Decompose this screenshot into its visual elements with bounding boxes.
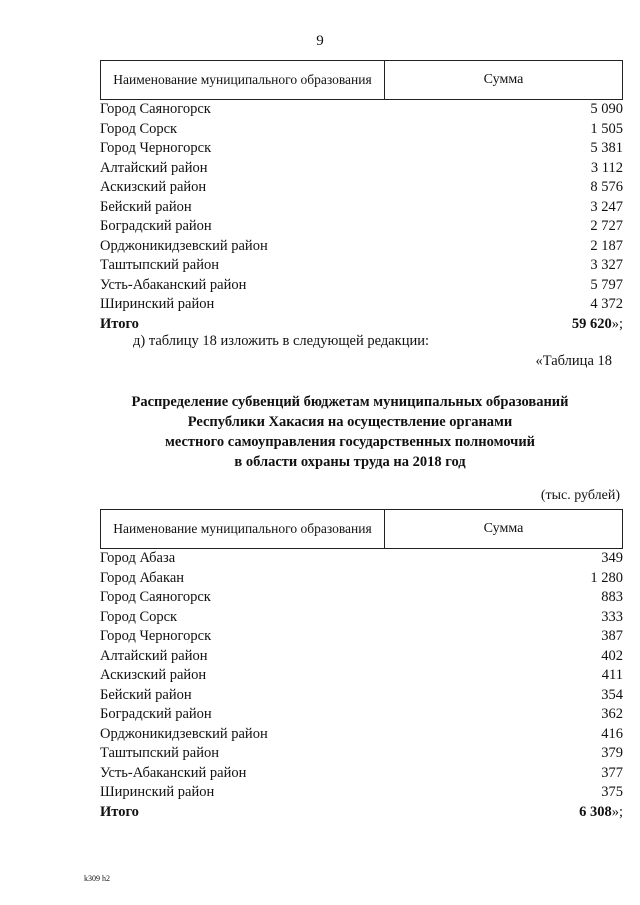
subvention-table-1 xyxy=(100,60,623,334)
amount-value: 5 797 xyxy=(590,276,623,293)
municipality-name: Орджоникидзевский район xyxy=(100,725,268,742)
title-line: местного самоуправления государственных полномочий xyxy=(164,434,536,450)
amount-value: 375 xyxy=(601,784,623,800)
table-body xyxy=(100,100,623,315)
table-row xyxy=(100,647,623,667)
table-row xyxy=(100,764,623,784)
subvention-table-2 xyxy=(100,509,623,822)
table-row xyxy=(100,588,623,608)
units-label: (тыс. рублей) xyxy=(540,488,620,503)
municipality-name: Усть-Абаканский район xyxy=(100,276,247,293)
table-header xyxy=(100,60,623,100)
header-sum: Сумма xyxy=(483,72,524,87)
municipality-name: Алтайский район xyxy=(100,159,208,176)
table-row xyxy=(100,569,623,589)
municipality-name: Город Саяногорск xyxy=(100,589,211,605)
table-row xyxy=(100,237,623,257)
table-row xyxy=(100,608,623,628)
table-body xyxy=(100,549,623,803)
amount-value: 1 505 xyxy=(590,120,623,137)
municipality-name: Бейский район xyxy=(100,198,192,215)
municipality-name: Орджоникидзевский район xyxy=(100,237,268,254)
table-row xyxy=(100,725,623,745)
table-header xyxy=(100,509,623,549)
table-row xyxy=(100,783,623,803)
table-row xyxy=(100,159,623,179)
amount-value: 2 727 xyxy=(590,218,623,234)
municipality-name: Алтайский район xyxy=(100,647,208,664)
amount-value: 349 xyxy=(601,550,623,566)
municipality-name: Аскизский район xyxy=(100,179,207,195)
table-row xyxy=(100,217,623,237)
amount-value: 883 xyxy=(601,589,623,605)
municipality-name: Ширинский район xyxy=(100,784,215,800)
amount-value: 1 280 xyxy=(590,569,623,586)
table-row xyxy=(100,549,623,569)
header-name: Наименование муниципального образования xyxy=(101,61,385,99)
municipality-name: Таштыпский район xyxy=(100,745,220,761)
header-name: Наименование муниципального образования xyxy=(101,510,385,548)
municipality-name: Город Черногорск xyxy=(100,628,212,644)
total-value: 6 308»; xyxy=(579,803,623,820)
amount-value: 3 327 xyxy=(590,257,623,273)
title-line: Распределение субвенций бюджетам муниципальных образований xyxy=(131,394,569,410)
municipality-name: Аскизский район xyxy=(100,667,207,683)
table-row xyxy=(100,744,623,764)
table-row xyxy=(100,139,623,159)
amount-value: 333 xyxy=(601,608,623,625)
document-code: k309 h2 xyxy=(84,874,110,883)
table-row xyxy=(100,295,623,315)
amount-value: 3 112 xyxy=(590,159,623,176)
amount-value: 5 381 xyxy=(590,140,623,156)
title-line: в области охраны труда на 2018 год xyxy=(234,454,466,470)
total-label: Итого xyxy=(100,315,139,332)
table-row xyxy=(100,276,623,296)
municipality-name: Город Саяногорск xyxy=(100,101,211,117)
amount-value: 387 xyxy=(601,628,623,644)
amount-value: 3 247 xyxy=(590,198,623,215)
table-row xyxy=(100,705,623,725)
municipality-name: Ширинский район xyxy=(100,296,215,312)
page-number: 9 xyxy=(316,33,324,49)
amount-value: 377 xyxy=(601,764,623,781)
municipality-name: Город Сорск xyxy=(100,608,178,625)
table-row xyxy=(100,666,623,686)
table-title xyxy=(60,392,640,472)
municipality-name: Таштыпский район xyxy=(100,257,220,273)
table-row xyxy=(100,120,623,140)
amendment-note: д) таблицу 18 изложить в следующей редакции: xyxy=(133,333,430,349)
table-row xyxy=(100,686,623,706)
amount-value: 379 xyxy=(601,745,623,761)
table-row xyxy=(100,627,623,647)
table-row xyxy=(100,100,623,120)
table-row xyxy=(100,256,623,276)
amount-value: 416 xyxy=(601,725,623,742)
municipality-name: Город Сорск xyxy=(100,120,178,137)
amount-value: 362 xyxy=(601,706,623,722)
amount-value: 2 187 xyxy=(590,237,623,254)
table-label: «Таблица 18 xyxy=(535,353,612,369)
amount-value: 402 xyxy=(601,647,623,664)
municipality-name: Боградский район xyxy=(100,218,212,234)
municipality-name: Усть-Абаканский район xyxy=(100,764,247,781)
municipality-name: Город Черногорск xyxy=(100,140,212,156)
amount-value: 411 xyxy=(601,667,623,683)
municipality-name: Город Абаза xyxy=(100,550,176,566)
total-value: 59 620»; xyxy=(571,315,623,332)
table-row xyxy=(100,178,623,198)
total-row xyxy=(100,315,623,335)
amount-value: 4 372 xyxy=(590,296,623,312)
total-label: Итого xyxy=(100,803,139,820)
municipality-name: Город Абакан xyxy=(100,569,185,586)
header-sum: Сумма xyxy=(483,521,524,536)
total-row xyxy=(100,803,623,823)
municipality-name: Боградский район xyxy=(100,706,212,722)
amount-value: 5 090 xyxy=(590,101,623,117)
amount-value: 354 xyxy=(601,686,623,703)
table-row xyxy=(100,198,623,218)
municipality-name: Бейский район xyxy=(100,686,192,703)
amount-value: 8 576 xyxy=(590,179,623,195)
title-line: Республики Хакасия на осуществление органами xyxy=(187,414,513,430)
